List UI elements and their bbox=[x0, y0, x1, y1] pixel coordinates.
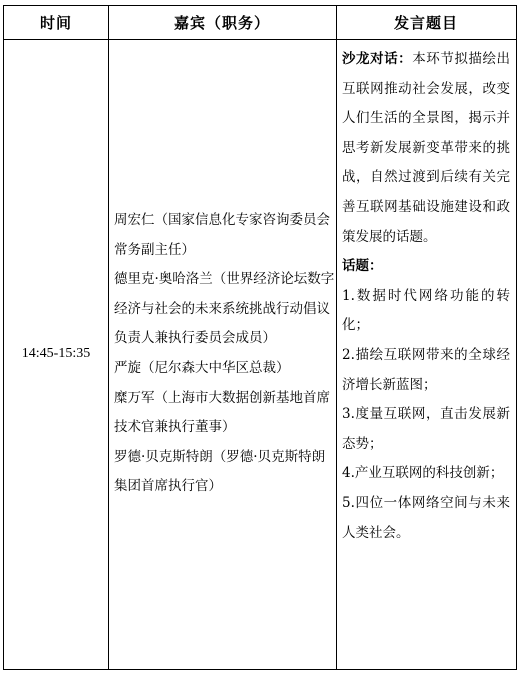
topic-cell bbox=[342, 45, 510, 669]
topic-item: 2.描绘互联网带来的全球经济增长新蓝图； bbox=[342, 346, 510, 393]
time-cell: 14:45-15:35 bbox=[21, 346, 91, 361]
topics-label: 话题： bbox=[342, 258, 383, 275]
agenda-table bbox=[3, 5, 517, 670]
guest-entry: 德里克·奥哈洛兰（世界经济论坛数字经济与社会的未来系统挑战行动倡议负责人兼执行委员会成员） bbox=[114, 271, 335, 347]
guest-entry: 周宏仁（国家信息化专家咨询委员会常务副主任） bbox=[114, 212, 330, 258]
guest-entry: 罗德·贝克斯特朗（罗德·贝克斯特朗集团首席执行官） bbox=[114, 448, 326, 495]
topic-item: 3.度量互联网，直击发展新态势； bbox=[342, 406, 510, 452]
topic-item: 1.数据时代网络功能的转化； bbox=[342, 287, 510, 334]
column-divider bbox=[336, 6, 337, 669]
column-divider bbox=[108, 6, 109, 669]
guest-entry: 严旋（尼尔森大中华区总裁） bbox=[114, 360, 290, 376]
topic-item: 4.产业互联网的科技创新； bbox=[342, 465, 504, 482]
topic-item: 5.四位一体网络空间与未来人类社会。 bbox=[342, 494, 510, 541]
salon-paragraph bbox=[342, 45, 510, 252]
header-guests: 嘉宾（职务） bbox=[173, 14, 270, 32]
guests-cell bbox=[114, 39, 336, 669]
guest-entry: 糜万军（上海市大数据创新基地首席技术官兼执行董事） bbox=[114, 389, 330, 436]
salon-label: 沙龙对话： bbox=[342, 51, 413, 67]
header-time: 时间 bbox=[39, 14, 72, 32]
header-topic: 发言题目 bbox=[393, 14, 458, 32]
salon-text: 本环节拟描绘出互联网推动社会发展，改变人们生活的全景图，揭示并思考新发展新变革带来的挑战，自然过渡到后续有关完善互联网基础设施建设和政策发展的话题。 bbox=[342, 51, 511, 245]
